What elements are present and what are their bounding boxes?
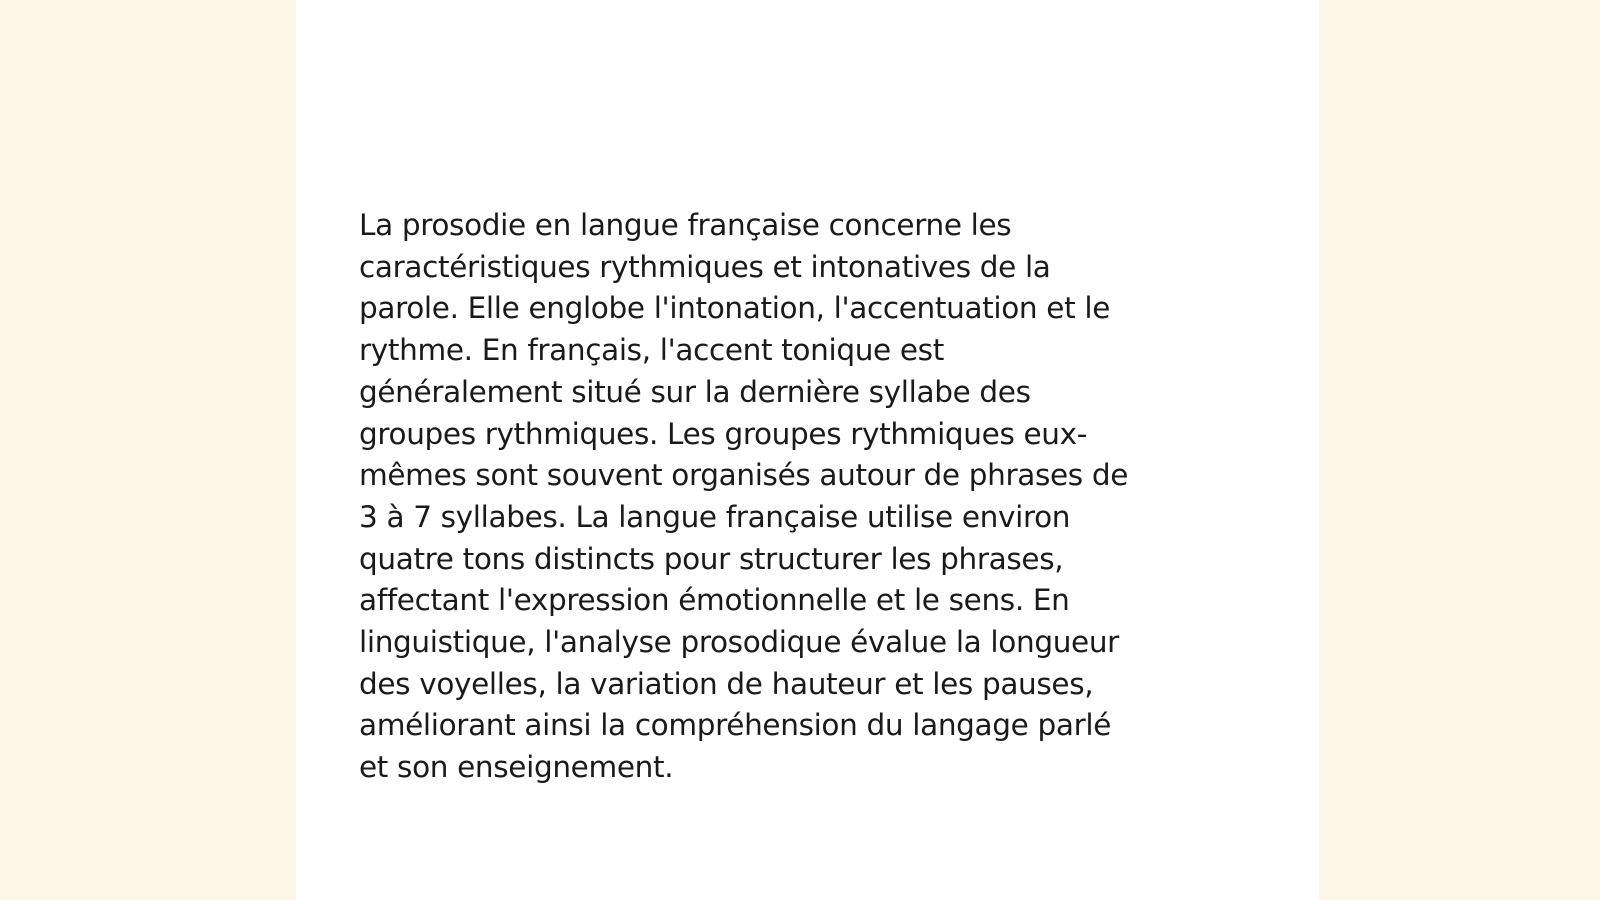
- body-paragraph: La prosodie en langue française concerne les caractéristiques rythmiques et intonatives de la parole. Elle englobe l'intonation, l'accentuation et le rythme. En français, l'accent tonique est généralement situé sur la dernière syllabe des groupes rythmiques. Les groupes rythmiques eux- mêmes sont souvent organisés autour de phrases de 3 à 7 syllabes. La langue française utilise environ quatre tons distincts pour structurer les phrases, affectant l'expression émotionnelle et le sens. En linguistique, l'analyse prosodique évalue la longueur des voyelles, la variation de hauteur et les pauses, améliorant ainsi la compréhension du langage parlé et son enseignement.: [359, 208, 1129, 785]
- document-sheet: [296, 0, 1319, 900]
